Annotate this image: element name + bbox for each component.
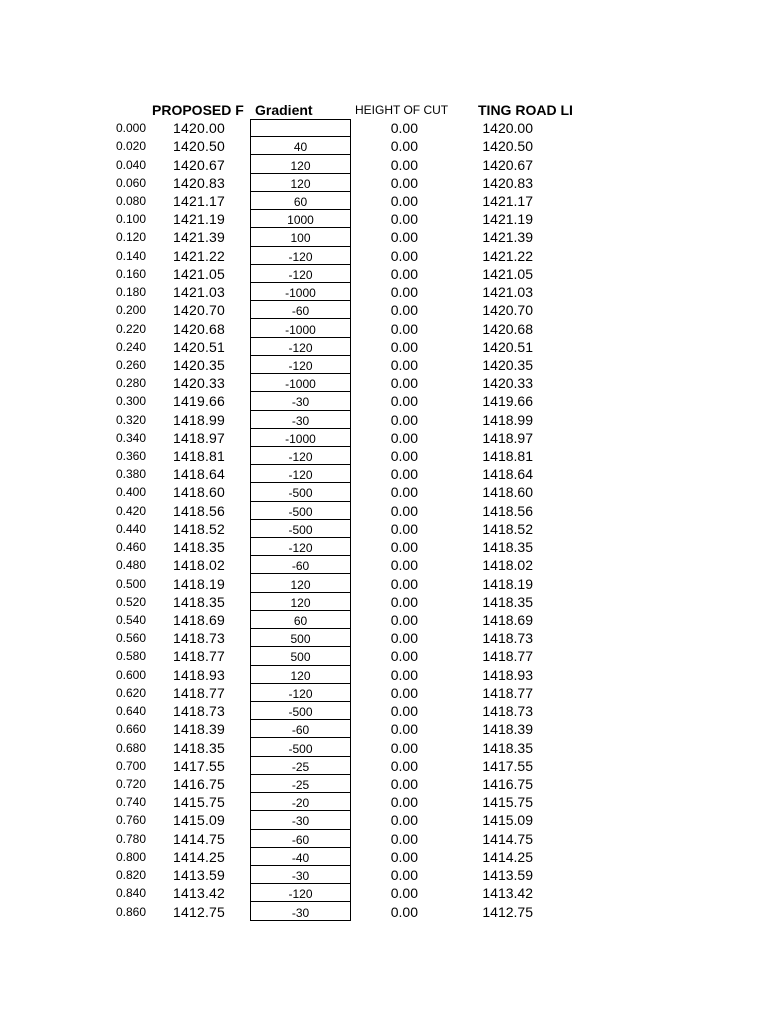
proposed-level-cell[interactable]: 1418.35 <box>173 739 226 756</box>
chainage-cell[interactable]: 0.740 <box>115 795 146 810</box>
chainage-cell[interactable]: 0.580 <box>115 649 146 664</box>
height-of-cut-cell[interactable]: 0.00 <box>390 757 418 774</box>
existing-level-cell[interactable]: 1418.77 <box>482 648 533 665</box>
proposed-level-cell[interactable]: 1418.73 <box>173 630 226 647</box>
chainage-cell[interactable]: 0.600 <box>115 667 146 682</box>
chainage-cell[interactable]: 0.020 <box>115 139 146 154</box>
chainage-cell[interactable]: 0.560 <box>115 631 146 646</box>
gradient-cell[interactable]: -120 <box>250 884 351 902</box>
proposed-level-cell[interactable]: 1418.52 <box>173 520 226 537</box>
height-of-cut-cell[interactable]: 0.00 <box>390 885 418 902</box>
chainage-cell[interactable]: 0.800 <box>115 849 146 864</box>
table-row <box>0 247 768 265</box>
table-row <box>0 301 768 319</box>
chainage-cell[interactable]: 0.300 <box>115 394 146 409</box>
chainage-cell[interactable]: 0.680 <box>115 740 146 755</box>
existing-level-cell[interactable]: 1418.93 <box>482 666 533 683</box>
existing-level-cell[interactable]: 1420.33 <box>482 375 533 392</box>
height-of-cut-cell[interactable]: 0.00 <box>390 775 418 792</box>
proposed-level-cell[interactable]: 1418.69 <box>173 612 226 629</box>
existing-level-cell[interactable]: 1415.09 <box>482 812 533 829</box>
gradient-cell[interactable]: 40 <box>250 137 351 155</box>
proposed-level-cell[interactable]: 1418.99 <box>173 411 226 428</box>
gradient-cell[interactable]: -500 <box>250 738 351 756</box>
existing-level-cell[interactable]: 1418.35 <box>482 593 533 610</box>
height-of-cut-cell[interactable]: 0.00 <box>390 684 418 701</box>
existing-level-cell[interactable]: 1421.39 <box>482 229 533 246</box>
chainage-cell[interactable]: 0.080 <box>115 193 146 208</box>
table-row <box>0 702 768 720</box>
table-row <box>0 338 768 356</box>
chainage-cell[interactable]: 0.540 <box>115 613 146 628</box>
height-of-cut-cell[interactable]: 0.00 <box>390 411 418 428</box>
gradient-cell[interactable]: -1000 <box>250 429 351 447</box>
proposed-level-cell[interactable]: 1418.73 <box>173 703 226 720</box>
gradient-cell[interactable]: -1000 <box>250 319 351 337</box>
existing-level-cell[interactable]: 1419.66 <box>482 393 533 410</box>
table-row <box>0 392 768 410</box>
proposed-level-cell[interactable]: 1421.39 <box>173 229 226 246</box>
table-row <box>0 866 768 884</box>
proposed-level-cell[interactable]: 1418.64 <box>173 466 226 483</box>
chainage-cell[interactable]: 0.100 <box>115 212 146 227</box>
proposed-level-cell[interactable]: 1420.50 <box>173 138 226 155</box>
proposed-level-cell[interactable]: 1414.75 <box>173 830 226 847</box>
header-proposed-level: PROPOSED F <box>152 102 244 118</box>
existing-level-cell[interactable]: 1421.19 <box>482 211 533 228</box>
gradient-cell[interactable]: -500 <box>250 702 351 720</box>
gradient-cell[interactable]: -30 <box>250 866 351 884</box>
height-of-cut-cell[interactable]: 0.00 <box>390 848 418 865</box>
gradient-cell[interactable]: 1000 <box>250 210 351 228</box>
table-row <box>0 902 768 920</box>
height-of-cut-cell[interactable]: 0.00 <box>390 466 418 483</box>
chainage-cell[interactable]: 0.260 <box>115 357 146 372</box>
height-of-cut-cell[interactable]: 0.00 <box>390 557 418 574</box>
height-of-cut-cell[interactable]: 0.00 <box>390 429 418 446</box>
proposed-level-cell[interactable]: 1418.93 <box>173 666 226 683</box>
existing-level-cell[interactable]: 1418.99 <box>482 411 533 428</box>
existing-level-cell[interactable]: 1414.75 <box>482 830 533 847</box>
gradient-cell[interactable]: -120 <box>250 465 351 483</box>
existing-level-cell[interactable]: 1420.83 <box>482 174 533 191</box>
gradient-cell[interactable]: -120 <box>250 338 351 356</box>
gradient-cell[interactable]: -500 <box>250 483 351 501</box>
existing-level-cell[interactable]: 1416.75 <box>482 775 533 792</box>
height-of-cut-cell[interactable]: 0.00 <box>390 484 418 501</box>
proposed-level-cell[interactable]: 1417.55 <box>173 757 226 774</box>
gradient-cell[interactable]: -30 <box>250 411 351 429</box>
height-of-cut-cell[interactable]: 0.00 <box>390 284 418 301</box>
existing-level-cell[interactable]: 1418.73 <box>482 630 533 647</box>
gradient-cell[interactable]: -60 <box>250 720 351 738</box>
height-of-cut-cell[interactable]: 0.00 <box>390 830 418 847</box>
existing-level-cell[interactable]: 1418.56 <box>482 502 533 519</box>
table-row <box>0 611 768 629</box>
chainage-cell[interactable]: 0.500 <box>115 576 146 591</box>
header-gradient: Gradient <box>255 102 313 118</box>
table-row <box>0 884 768 902</box>
chainage-cell[interactable]: 0.760 <box>115 813 146 828</box>
table-row <box>0 593 768 611</box>
gradient-cell[interactable]: -30 <box>250 811 351 829</box>
chainage-cell[interactable]: 0.320 <box>115 412 146 427</box>
height-of-cut-cell[interactable]: 0.00 <box>390 539 418 556</box>
proposed-level-cell[interactable]: 1420.00 <box>173 120 226 137</box>
height-of-cut-cell[interactable]: 0.00 <box>390 721 418 738</box>
table-row <box>0 283 768 301</box>
proposed-level-cell[interactable]: 1418.19 <box>173 575 226 592</box>
gradient-cell[interactable]: -120 <box>250 538 351 556</box>
gradient-cell[interactable]: -500 <box>250 502 351 520</box>
chainage-cell[interactable]: 0.520 <box>115 594 146 609</box>
table-row <box>0 447 768 465</box>
proposed-level-cell[interactable]: 1418.02 <box>173 557 226 574</box>
existing-level-cell[interactable]: 1418.35 <box>482 539 533 556</box>
existing-level-cell[interactable]: 1418.52 <box>482 520 533 537</box>
proposed-level-cell[interactable]: 1418.77 <box>173 684 226 701</box>
chainage-cell[interactable]: 0.460 <box>115 540 146 555</box>
gradient-cell[interactable]: 120 <box>250 666 351 684</box>
proposed-level-cell[interactable]: 1418.60 <box>173 484 226 501</box>
gradient-cell[interactable]: 120 <box>250 174 351 192</box>
height-of-cut-cell[interactable]: 0.00 <box>390 320 418 337</box>
table-row <box>0 738 768 756</box>
chainage-cell[interactable]: 0.180 <box>115 285 146 300</box>
existing-level-cell[interactable]: 1413.59 <box>482 867 533 884</box>
height-of-cut-cell[interactable]: 0.00 <box>390 174 418 191</box>
chainage-cell[interactable]: 0.420 <box>115 503 146 518</box>
proposed-level-cell[interactable]: 1418.35 <box>173 539 226 556</box>
gradient-cell[interactable]: -60 <box>250 830 351 848</box>
table-row <box>0 411 768 429</box>
existing-level-cell[interactable]: 1421.17 <box>482 192 533 209</box>
gradient-cell[interactable]: 100 <box>250 228 351 246</box>
proposed-level-cell[interactable]: 1418.39 <box>173 721 226 738</box>
proposed-level-cell[interactable]: 1420.35 <box>173 356 226 373</box>
existing-level-cell[interactable]: 1418.02 <box>482 557 533 574</box>
proposed-level-cell[interactable]: 1420.68 <box>173 320 226 337</box>
table-row <box>0 465 768 483</box>
chainage-cell[interactable]: 0.200 <box>115 303 146 318</box>
existing-level-cell[interactable]: 1417.55 <box>482 757 533 774</box>
chainage-cell[interactable]: 0.820 <box>115 868 146 883</box>
height-of-cut-cell[interactable]: 0.00 <box>390 666 418 683</box>
table-row <box>0 811 768 829</box>
table-row <box>0 574 768 592</box>
chainage-cell[interactable]: 0.240 <box>115 339 146 354</box>
chainage-cell[interactable]: 0.120 <box>115 230 146 245</box>
proposed-level-cell[interactable]: 1413.42 <box>173 885 226 902</box>
chainage-cell[interactable]: 0.840 <box>115 886 146 901</box>
chainage-cell[interactable]: 0.860 <box>115 904 146 919</box>
height-of-cut-cell[interactable]: 0.00 <box>390 247 418 264</box>
proposed-level-cell[interactable]: 1421.22 <box>173 247 226 264</box>
existing-level-cell[interactable]: 1418.64 <box>482 466 533 483</box>
existing-level-cell[interactable]: 1420.50 <box>482 138 533 155</box>
height-of-cut-cell[interactable]: 0.00 <box>390 120 418 137</box>
table-row <box>0 429 768 447</box>
table-row <box>0 556 768 574</box>
height-of-cut-cell[interactable]: 0.00 <box>390 156 418 173</box>
chainage-cell[interactable]: 0.340 <box>115 430 146 445</box>
gradient-cell[interactable]: 60 <box>250 192 351 210</box>
gradient-cell[interactable]: -25 <box>250 757 351 775</box>
existing-level-cell[interactable]: 1420.70 <box>482 302 533 319</box>
proposed-level-cell[interactable]: 1418.35 <box>173 593 226 610</box>
existing-level-cell[interactable]: 1420.51 <box>482 338 533 355</box>
gradient-cell[interactable]: -30 <box>250 902 351 920</box>
height-of-cut-cell[interactable]: 0.00 <box>390 867 418 884</box>
table-row <box>0 192 768 210</box>
height-of-cut-cell[interactable]: 0.00 <box>390 502 418 519</box>
chainage-cell[interactable]: 0.360 <box>115 449 146 464</box>
chainage-cell[interactable]: 0.000 <box>115 121 146 136</box>
proposed-level-cell[interactable]: 1420.83 <box>173 174 226 191</box>
gradient-cell[interactable]: 500 <box>250 629 351 647</box>
existing-level-cell[interactable]: 1420.00 <box>482 120 533 137</box>
chainage-cell[interactable]: 0.400 <box>115 485 146 500</box>
table-row <box>0 265 768 283</box>
height-of-cut-cell[interactable]: 0.00 <box>390 593 418 610</box>
header-existing-road-level: TING ROAD LI <box>478 102 573 118</box>
gradient-cell[interactable]: -1000 <box>250 374 351 392</box>
table-row <box>0 830 768 848</box>
existing-level-cell[interactable]: 1418.39 <box>482 721 533 738</box>
height-of-cut-cell[interactable]: 0.00 <box>390 375 418 392</box>
proposed-level-cell[interactable]: 1418.97 <box>173 429 226 446</box>
height-of-cut-cell[interactable]: 0.00 <box>390 192 418 209</box>
height-of-cut-cell[interactable]: 0.00 <box>390 612 418 629</box>
height-of-cut-cell[interactable]: 0.00 <box>390 138 418 155</box>
proposed-level-cell[interactable]: 1421.19 <box>173 211 226 228</box>
height-of-cut-cell[interactable]: 0.00 <box>390 739 418 756</box>
proposed-level-cell[interactable]: 1421.03 <box>173 284 226 301</box>
existing-level-cell[interactable]: 1418.19 <box>482 575 533 592</box>
gradient-cell[interactable]: -30 <box>250 392 351 410</box>
gradient-cell[interactable]: 60 <box>250 611 351 629</box>
proposed-level-cell[interactable]: 1413.59 <box>173 867 226 884</box>
existing-level-cell[interactable]: 1418.97 <box>482 429 533 446</box>
proposed-level-cell[interactable]: 1418.81 <box>173 448 226 465</box>
gradient-cell[interactable]: -40 <box>250 848 351 866</box>
chainage-cell[interactable]: 0.620 <box>115 685 146 700</box>
chainage-cell[interactable]: 0.640 <box>115 704 146 719</box>
table-row <box>0 502 768 520</box>
proposed-level-cell[interactable]: 1419.66 <box>173 393 226 410</box>
table-row <box>0 374 768 392</box>
height-of-cut-cell[interactable]: 0.00 <box>390 393 418 410</box>
proposed-level-cell[interactable]: 1420.67 <box>173 156 226 173</box>
chainage-cell[interactable]: 0.280 <box>115 376 146 391</box>
existing-level-cell[interactable]: 1421.22 <box>482 247 533 264</box>
existing-level-cell[interactable]: 1418.81 <box>482 448 533 465</box>
proposed-level-cell[interactable]: 1420.70 <box>173 302 226 319</box>
existing-level-cell[interactable]: 1415.75 <box>482 794 533 811</box>
height-of-cut-cell[interactable]: 0.00 <box>390 265 418 282</box>
gradient-cell[interactable]: -25 <box>250 775 351 793</box>
chainage-cell[interactable]: 0.440 <box>115 521 146 536</box>
chainage-cell[interactable]: 0.780 <box>115 831 146 846</box>
height-of-cut-cell[interactable]: 0.00 <box>390 630 418 647</box>
table-row <box>0 483 768 501</box>
gradient-cell[interactable]: -120 <box>250 356 351 374</box>
height-of-cut-cell[interactable]: 0.00 <box>390 448 418 465</box>
height-of-cut-cell[interactable]: 0.00 <box>390 302 418 319</box>
table-row <box>0 174 768 192</box>
existing-level-cell[interactable]: 1418.35 <box>482 739 533 756</box>
gradient-cell[interactable]: 500 <box>250 647 351 665</box>
height-of-cut-cell[interactable]: 0.00 <box>390 520 418 537</box>
proposed-level-cell[interactable]: 1421.05 <box>173 265 226 282</box>
existing-level-cell[interactable]: 1420.35 <box>482 356 533 373</box>
chainage-cell[interactable]: 0.140 <box>115 248 146 263</box>
height-of-cut-cell[interactable]: 0.00 <box>390 812 418 829</box>
gradient-cell[interactable]: -20 <box>250 793 351 811</box>
table-row <box>0 720 768 738</box>
table-row <box>0 793 768 811</box>
chainage-cell[interactable]: 0.720 <box>115 776 146 791</box>
existing-level-cell[interactable]: 1421.03 <box>482 284 533 301</box>
table-row <box>0 210 768 228</box>
table-row <box>0 155 768 173</box>
proposed-level-cell[interactable]: 1416.75 <box>173 775 226 792</box>
height-of-cut-cell[interactable]: 0.00 <box>390 794 418 811</box>
gradient-cell[interactable]: -500 <box>250 520 351 538</box>
table-row <box>0 775 768 793</box>
table-row <box>0 848 768 866</box>
table-row <box>0 538 768 556</box>
proposed-level-cell[interactable]: 1415.09 <box>173 812 226 829</box>
table-row <box>0 137 768 155</box>
table-row <box>0 629 768 647</box>
proposed-level-cell[interactable]: 1420.33 <box>173 375 226 392</box>
gradient-cell[interactable]: -120 <box>250 447 351 465</box>
gradient-cell[interactable] <box>250 119 351 137</box>
height-of-cut-cell[interactable]: 0.00 <box>390 338 418 355</box>
chainage-cell[interactable]: 0.480 <box>115 558 146 573</box>
height-of-cut-cell[interactable]: 0.00 <box>390 703 418 720</box>
header-height-of-cut: HEIGHT OF CUT <box>355 103 449 117</box>
existing-level-cell[interactable]: 1414.25 <box>482 848 533 865</box>
proposed-level-cell[interactable]: 1414.25 <box>173 848 226 865</box>
height-of-cut-cell[interactable]: 0.00 <box>390 211 418 228</box>
proposed-level-cell[interactable]: 1418.77 <box>173 648 226 665</box>
table-row <box>0 757 768 775</box>
proposed-level-cell[interactable]: 1415.75 <box>173 794 226 811</box>
table-row <box>0 684 768 702</box>
existing-level-cell[interactable]: 1421.05 <box>482 265 533 282</box>
gradient-cell[interactable]: -120 <box>250 265 351 283</box>
gradient-cell[interactable]: 120 <box>250 574 351 592</box>
chainage-cell[interactable]: 0.700 <box>115 758 146 773</box>
existing-level-cell[interactable]: 1412.75 <box>482 903 533 920</box>
existing-level-cell[interactable]: 1418.73 <box>482 703 533 720</box>
chainage-cell[interactable]: 0.160 <box>115 266 146 281</box>
chainage-cell[interactable]: 0.660 <box>115 722 146 737</box>
table-row <box>0 647 768 665</box>
existing-level-cell[interactable]: 1420.67 <box>482 156 533 173</box>
proposed-level-cell[interactable]: 1418.56 <box>173 502 226 519</box>
chainage-cell[interactable]: 0.040 <box>115 157 146 172</box>
gradient-cell[interactable]: 120 <box>250 155 351 173</box>
chainage-cell[interactable]: 0.220 <box>115 321 146 336</box>
proposed-level-cell[interactable]: 1412.75 <box>173 903 226 920</box>
existing-level-cell[interactable]: 1418.69 <box>482 612 533 629</box>
gradient-cell[interactable]: -120 <box>250 247 351 265</box>
height-of-cut-cell[interactable]: 0.00 <box>390 903 418 920</box>
gradient-cell[interactable]: -60 <box>250 301 351 319</box>
chainage-cell[interactable]: 0.380 <box>115 467 146 482</box>
proposed-level-cell[interactable]: 1421.17 <box>173 192 226 209</box>
table-row <box>0 356 768 374</box>
existing-level-cell[interactable]: 1413.42 <box>482 885 533 902</box>
table-row <box>0 228 768 246</box>
gradient-cell[interactable]: -60 <box>250 556 351 574</box>
existing-level-cell[interactable]: 1420.68 <box>482 320 533 337</box>
gradient-cell[interactable]: 120 <box>250 593 351 611</box>
table-row <box>0 520 768 538</box>
existing-level-cell[interactable]: 1418.77 <box>482 684 533 701</box>
chainage-cell[interactable]: 0.060 <box>115 175 146 190</box>
height-of-cut-cell[interactable]: 0.00 <box>390 648 418 665</box>
table-row <box>0 119 768 137</box>
table-row <box>0 319 768 337</box>
gradient-cell[interactable]: -120 <box>250 684 351 702</box>
data-table <box>0 119 768 921</box>
proposed-level-cell[interactable]: 1420.51 <box>173 338 226 355</box>
height-of-cut-cell[interactable]: 0.00 <box>390 356 418 373</box>
gradient-cell[interactable]: -1000 <box>250 283 351 301</box>
existing-level-cell[interactable]: 1418.60 <box>482 484 533 501</box>
height-of-cut-cell[interactable]: 0.00 <box>390 575 418 592</box>
table-row <box>0 666 768 684</box>
height-of-cut-cell[interactable]: 0.00 <box>390 229 418 246</box>
